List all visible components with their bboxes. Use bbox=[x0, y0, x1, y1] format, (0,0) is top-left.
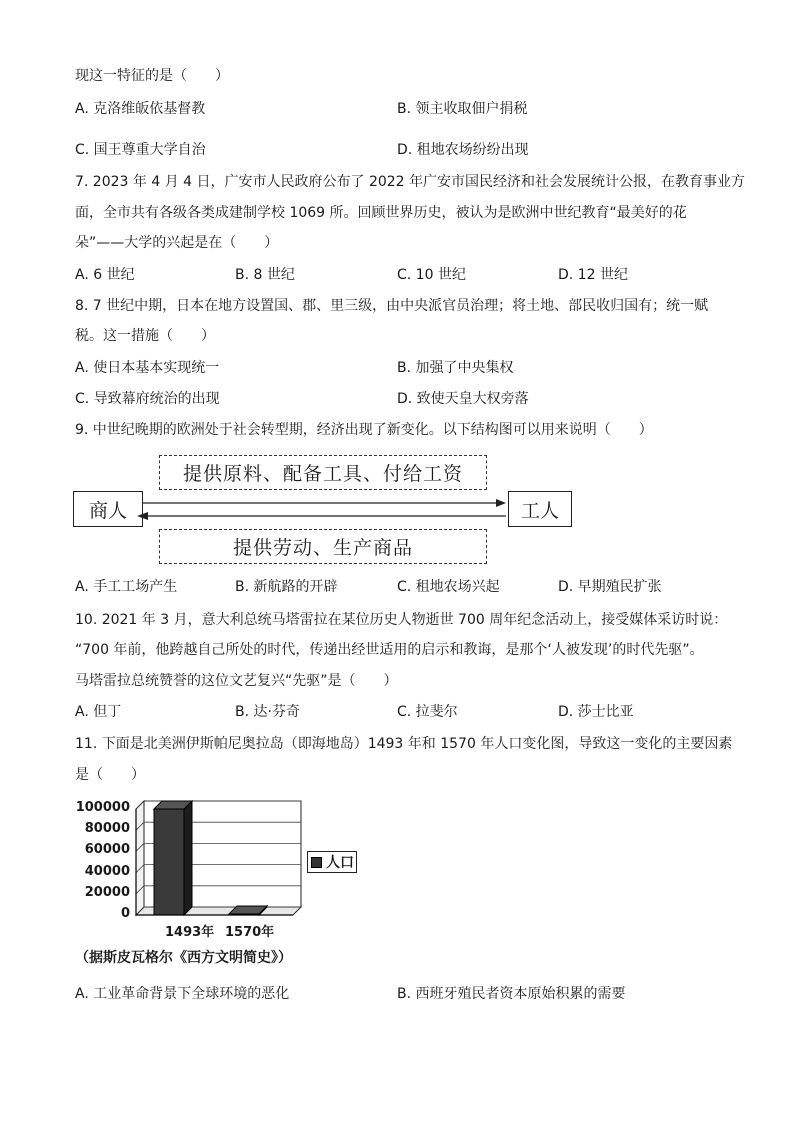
q11-line2: 是（ ） bbox=[75, 767, 145, 783]
q11-line1: 11. 下面是北美洲伊斯帕尼奥拉岛（即海地岛）1493 年和 1570 年人口变化图，导致这一变化的主要因素 bbox=[75, 736, 733, 752]
q9-option-b: B. 新航路的开辟 bbox=[235, 579, 338, 595]
x-tick-1493: 1493年 bbox=[165, 925, 215, 940]
q6-option-b: B. 领主收取佃户捐税 bbox=[397, 101, 528, 117]
q10-option-d: D. 莎士比亚 bbox=[558, 704, 634, 720]
q6-option-d: D. 租地农场纷纷出现 bbox=[397, 142, 529, 158]
q10-line3: 马塔雷拉总统赞誉的这位文艺复兴“先驱”是（ ） bbox=[75, 673, 398, 689]
q10-option-c: C. 拉斐尔 bbox=[397, 704, 458, 720]
q8-line1: 8. 7 世纪中期，日本在地方设置国、郡、里三级，由中央派官员治理；将土地、部民收归国有；统一赋 bbox=[75, 298, 709, 314]
chart-legend bbox=[307, 851, 357, 873]
y-tick-label: 80000 bbox=[84, 821, 130, 837]
q7-line2: 面，全市共有各级各类成建制学校 1069 所。回顾世界历史，被认为是欧洲中世纪教育“最美好的花 bbox=[75, 205, 687, 221]
diagram-top-label: 提供原料、配备工具、付给工资 bbox=[159, 455, 487, 490]
y-tick-label: 20000 bbox=[84, 884, 130, 900]
q8-option-b: B. 加强了中央集权 bbox=[397, 360, 514, 376]
diagram-worker-box: 工人 bbox=[508, 491, 572, 527]
q10-line1: 10. 2021 年 3 月，意大利总统马塔雷拉在某位历史人物逝世 700 周年纪念活动上，接受媒体采访时说： bbox=[75, 612, 728, 628]
q10-option-a: A. 但丁 bbox=[75, 704, 122, 720]
y-tick-label: 0 bbox=[120, 906, 130, 921]
x-tick-1570: 1570年 bbox=[225, 925, 275, 940]
plot-side-wall bbox=[136, 801, 144, 915]
bar-side bbox=[184, 801, 192, 915]
q7-option-a: A. 6 世纪 bbox=[75, 267, 135, 283]
q6-option-c: C. 国王尊重大学自治 bbox=[75, 142, 206, 158]
q7-option-b: B. 8 世纪 bbox=[235, 267, 295, 283]
y-tick-label: 40000 bbox=[84, 863, 130, 879]
q9-option-a: A. 手工工场产生 bbox=[75, 579, 178, 595]
q7-option-d: D. 12 世纪 bbox=[558, 267, 628, 283]
q7-option-c: C. 10 世纪 bbox=[397, 267, 466, 283]
legend-swatch bbox=[311, 857, 322, 868]
q9-line1: 9. 中世纪晚期的欧洲处于社会转型期，经济出现了新变化。以下结构图可以用来说明（ ） bbox=[75, 422, 653, 438]
q8-line2: 税。这一措施（ ） bbox=[75, 328, 215, 344]
q7-line3: 朵”——大学的兴起是在（ ） bbox=[75, 235, 279, 251]
q9-option-c: C. 租地农场兴起 bbox=[397, 579, 500, 595]
q7-line1: 7. 2023 年 4 月 4 日，广安市人民政府公布了 2022 年广安市国民经济和社会发展统计公报，在教育事业方 bbox=[75, 174, 746, 190]
q9-option-d: D. 早期殖民扩张 bbox=[558, 579, 662, 595]
q8-option-d: D. 致使天皇大权旁落 bbox=[397, 391, 529, 407]
y-tick-label: 100000 bbox=[75, 800, 130, 815]
diagram-bottom-label: 提供劳动、生产商品 bbox=[159, 529, 487, 564]
q10-option-b: B. 达·芬奇 bbox=[235, 704, 300, 720]
chart-source: （据斯皮瓦格尔《西方文明简史》） bbox=[75, 950, 292, 966]
q8-option-a: A. 使日本基本实现统一 bbox=[75, 360, 220, 376]
bar-1493年 bbox=[154, 809, 184, 915]
y-tick-label: 60000 bbox=[84, 842, 130, 858]
diagram-merchant-box: 商人 bbox=[73, 491, 143, 527]
q6-option-a: A. 克洛维皈依基督教 bbox=[75, 101, 206, 117]
legend-label: 人口 bbox=[326, 855, 354, 871]
q11-option-b: B. 西班牙殖民者资本原始积累的需要 bbox=[397, 986, 626, 1002]
q8-option-c: C. 导致幕府统治的出现 bbox=[75, 391, 220, 407]
q10-line2: “700 年前，他跨越自己所处的时代，传递出经世适用的启示和教诲，是那个‘人被发现’的时代先驱”。 bbox=[75, 642, 704, 658]
q11-option-a: A. 工业革命背景下全球环境的恶化 bbox=[75, 986, 290, 1002]
q6-stem: 现这一特征的是（ ） bbox=[75, 68, 229, 84]
